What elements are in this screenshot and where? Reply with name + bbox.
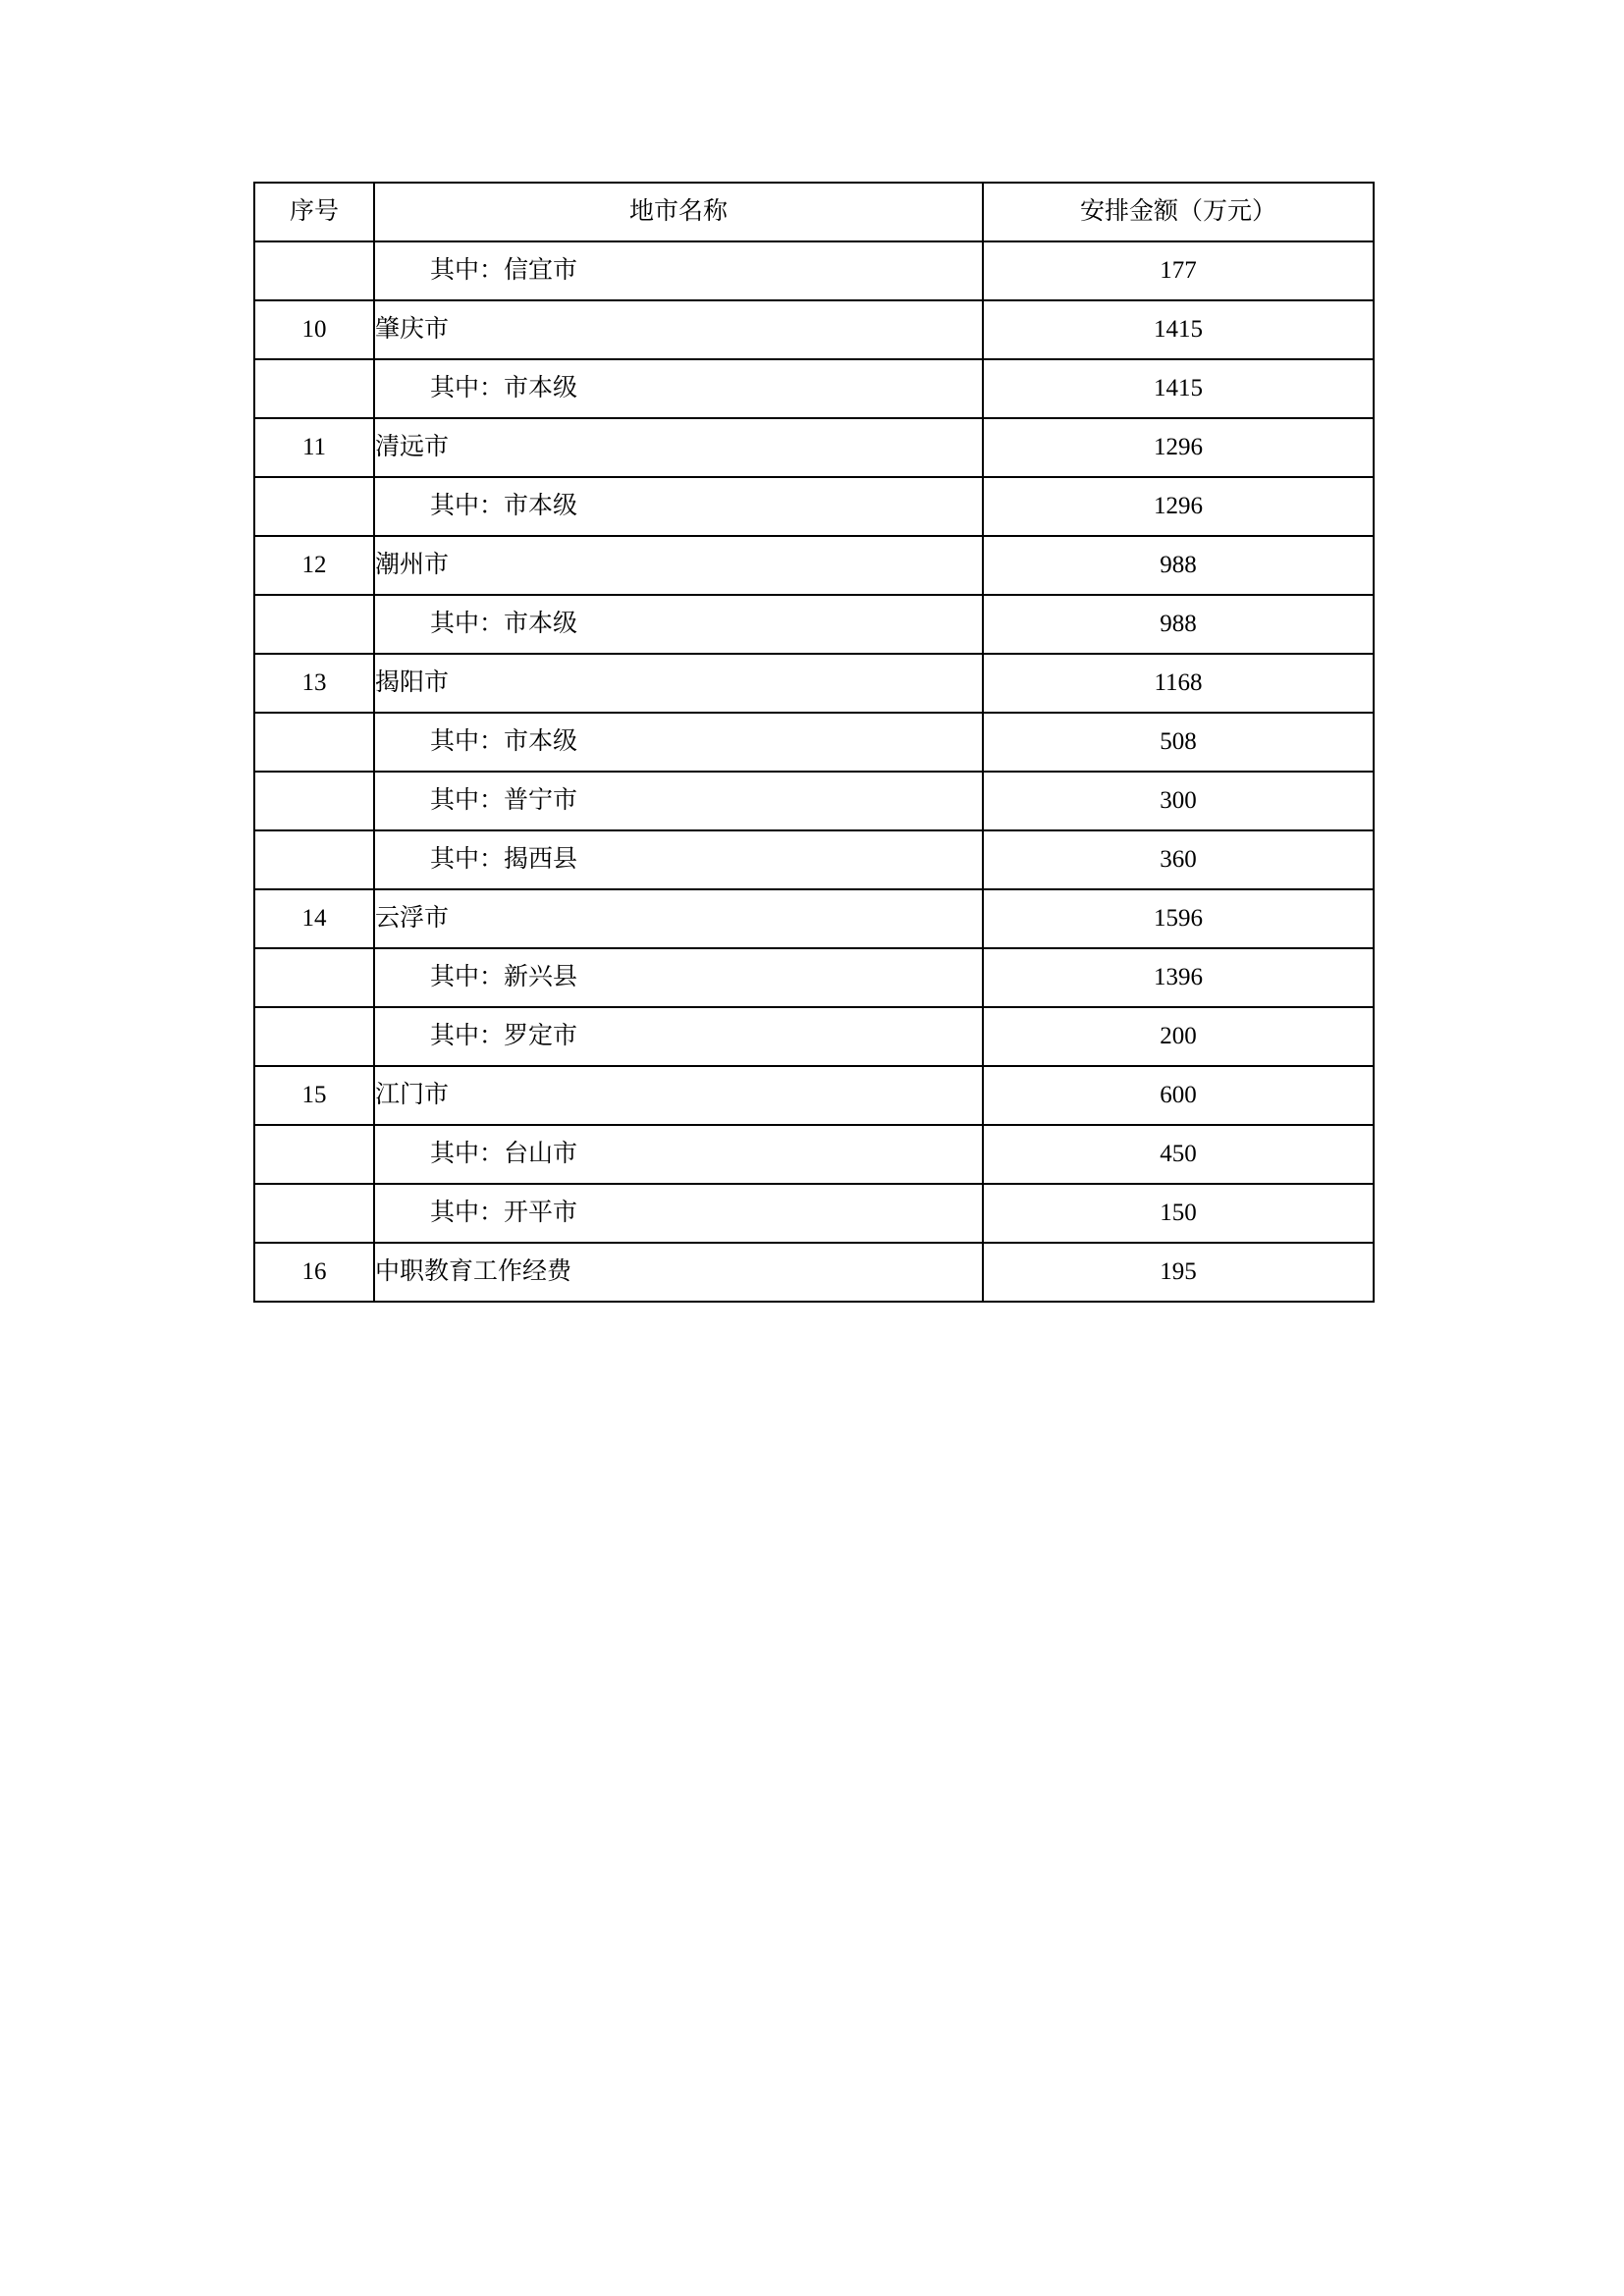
cell-amount: 988 bbox=[983, 595, 1374, 654]
cell-index: 15 bbox=[254, 1066, 374, 1125]
table-header-row bbox=[254, 183, 1374, 241]
table-row bbox=[254, 241, 1374, 300]
cell-index bbox=[254, 359, 374, 418]
column-header-city: 地市名称 bbox=[374, 183, 983, 241]
cell-amount: 1415 bbox=[983, 359, 1374, 418]
table-row bbox=[254, 595, 1374, 654]
cell-amount: 450 bbox=[983, 1125, 1374, 1184]
cell-city-name: 其中：市本级 bbox=[374, 477, 983, 536]
table-row bbox=[254, 772, 1374, 830]
cell-amount: 508 bbox=[983, 713, 1374, 772]
table-row bbox=[254, 1243, 1374, 1302]
cell-index bbox=[254, 948, 374, 1007]
cell-city-name: 其中：普宁市 bbox=[374, 772, 983, 830]
cell-amount: 195 bbox=[983, 1243, 1374, 1302]
cell-city-name: 清远市 bbox=[374, 418, 983, 477]
table-row bbox=[254, 654, 1374, 713]
table-row bbox=[254, 1007, 1374, 1066]
cell-index bbox=[254, 830, 374, 889]
cell-index: 16 bbox=[254, 1243, 374, 1302]
table-row bbox=[254, 1066, 1374, 1125]
cell-amount: 600 bbox=[983, 1066, 1374, 1125]
table-row bbox=[254, 889, 1374, 948]
cell-city-name: 肇庆市 bbox=[374, 300, 983, 359]
cell-amount: 360 bbox=[983, 830, 1374, 889]
cell-city-name: 其中：市本级 bbox=[374, 359, 983, 418]
cell-city-name: 其中：新兴县 bbox=[374, 948, 983, 1007]
cell-city-name: 其中：信宜市 bbox=[374, 241, 983, 300]
cell-index: 14 bbox=[254, 889, 374, 948]
table-row bbox=[254, 359, 1374, 418]
cell-amount: 177 bbox=[983, 241, 1374, 300]
cell-index: 12 bbox=[254, 536, 374, 595]
column-header-index: 序号 bbox=[254, 183, 374, 241]
cell-city-name: 潮州市 bbox=[374, 536, 983, 595]
cell-amount: 988 bbox=[983, 536, 1374, 595]
allocation-table-container bbox=[253, 182, 1373, 1303]
cell-city-name: 其中：开平市 bbox=[374, 1184, 983, 1243]
cell-city-name: 其中：罗定市 bbox=[374, 1007, 983, 1066]
cell-index bbox=[254, 772, 374, 830]
cell-index bbox=[254, 595, 374, 654]
cell-index: 13 bbox=[254, 654, 374, 713]
cell-city-name: 云浮市 bbox=[374, 889, 983, 948]
table-row bbox=[254, 477, 1374, 536]
cell-amount: 1168 bbox=[983, 654, 1374, 713]
cell-city-name: 其中：市本级 bbox=[374, 713, 983, 772]
cell-amount: 1396 bbox=[983, 948, 1374, 1007]
cell-index: 10 bbox=[254, 300, 374, 359]
table-row bbox=[254, 948, 1374, 1007]
cell-index bbox=[254, 1184, 374, 1243]
cell-amount: 1596 bbox=[983, 889, 1374, 948]
table-row bbox=[254, 1125, 1374, 1184]
table-body bbox=[254, 241, 1374, 1302]
cell-index bbox=[254, 241, 374, 300]
cell-index bbox=[254, 713, 374, 772]
table-row bbox=[254, 713, 1374, 772]
cell-index bbox=[254, 1007, 374, 1066]
cell-city-name: 揭阳市 bbox=[374, 654, 983, 713]
cell-amount: 300 bbox=[983, 772, 1374, 830]
cell-city-name: 其中：台山市 bbox=[374, 1125, 983, 1184]
cell-index bbox=[254, 1125, 374, 1184]
cell-city-name: 中职教育工作经费 bbox=[374, 1243, 983, 1302]
cell-city-name: 其中：市本级 bbox=[374, 595, 983, 654]
cell-amount: 200 bbox=[983, 1007, 1374, 1066]
cell-amount: 1415 bbox=[983, 300, 1374, 359]
cell-city-name: 江门市 bbox=[374, 1066, 983, 1125]
table-row bbox=[254, 418, 1374, 477]
table-row bbox=[254, 536, 1374, 595]
cell-amount: 1296 bbox=[983, 477, 1374, 536]
column-header-amount: 安排金额（万元） bbox=[983, 183, 1374, 241]
cell-amount: 1296 bbox=[983, 418, 1374, 477]
table-row bbox=[254, 830, 1374, 889]
cell-index bbox=[254, 477, 374, 536]
cell-index: 11 bbox=[254, 418, 374, 477]
cell-city-name: 其中：揭西县 bbox=[374, 830, 983, 889]
allocation-table bbox=[253, 182, 1375, 1303]
table-row bbox=[254, 300, 1374, 359]
cell-amount: 150 bbox=[983, 1184, 1374, 1243]
table-header bbox=[254, 183, 1374, 241]
table-row bbox=[254, 1184, 1374, 1243]
